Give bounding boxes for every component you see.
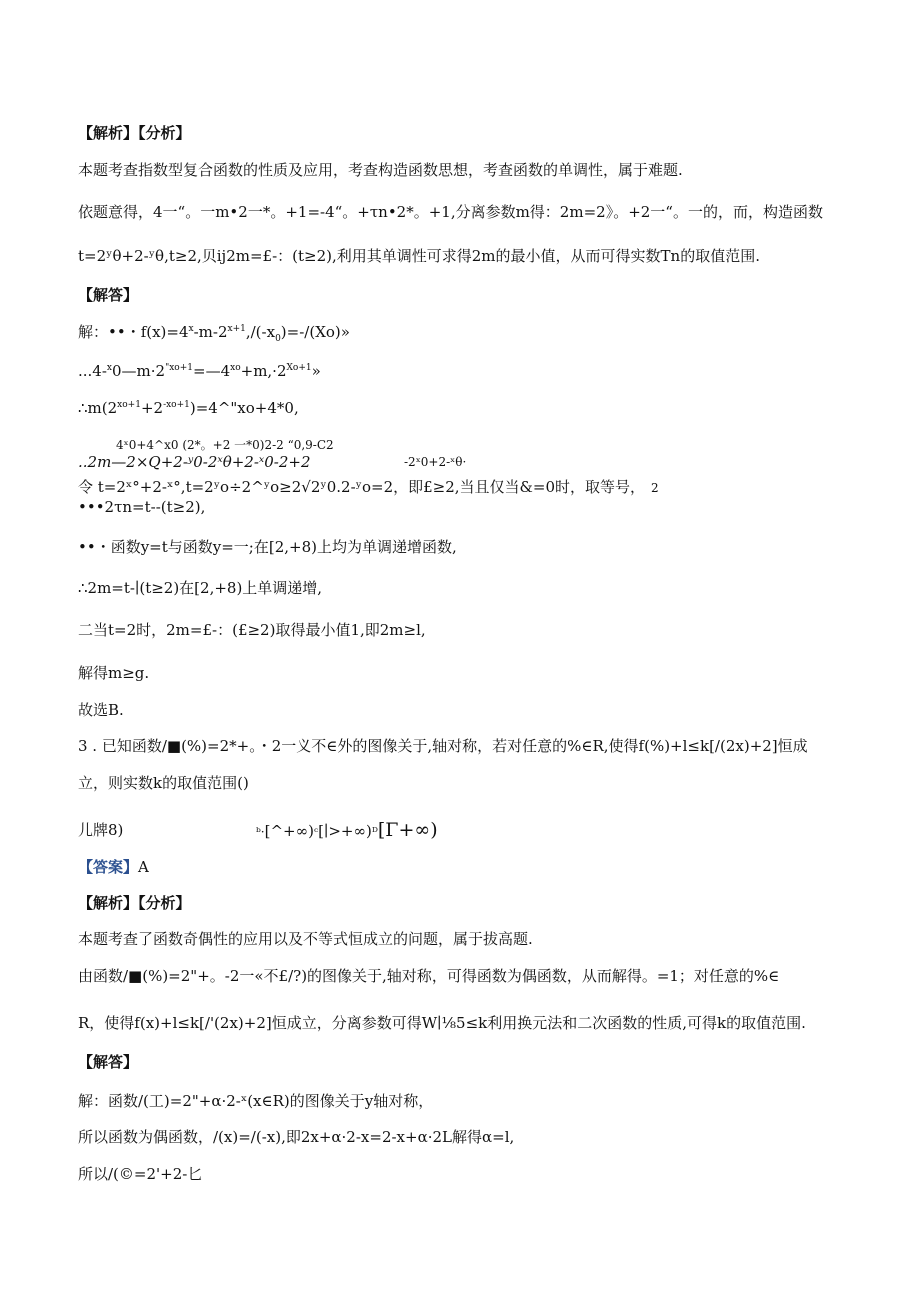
analysis-header: 【解析】【分析】 — [78, 124, 191, 142]
solution-line-1: 解：••・$f(x)=4^x-m-2^{x+1},/(-x_0)=-/(Xo)$» — [78, 323, 350, 344]
analysis-line-2: t=2ʸθ+2-ʸθ,t≥2,贝ij2m=£-：(t≥2),利用其单调性可求得2m的最小值，从而可得实数Tn的取值范围. — [78, 247, 760, 265]
question-3-line-1: 3 . 已知函数/■(%)=2*+。・2一义不∈外的图像关于,轴对称，若对任意的%∈R,使得f(%)+l≤k[/(2x)+2]恒成 — [78, 737, 808, 755]
analysis-2-line-1: 由函数/■(%)=2"+。-2一«不£/?)的图像关于,轴对称，可得函数为偶函数，从而解得。=1；对任意的%∈ — [78, 967, 780, 985]
solution-line-2: $...4-^x0—m\cdot 2^{"xo+1}=—4^{xo}+m,\cdot 2^{Xo+1}$» — [78, 362, 321, 380]
answer-header-2: 【解答】 — [78, 1053, 139, 1071]
option-a: 儿牌8) — [78, 821, 124, 839]
question-3-line-2: 立，则实数k的取值范围() — [78, 774, 249, 792]
analysis-2-line-2: R，使得f(x)+l≤k[/'(2x)+2]恒成立，分离参数可得W∣⅛5≤k利用换元法和二次函数的性质,可得k的取值范围. — [78, 1014, 806, 1032]
analysis-header-2: 【解析】【分析】 — [78, 894, 191, 912]
analysis-line-1: 依题意得，4一“。一m•2一*。+1=-4“。+τn•2*。+1,分离参数m得：2m=2》。+2一“。一的，而，构造函数 — [78, 203, 823, 221]
fraction-right: -2ˣ0+2-ˣθ· — [404, 455, 467, 469]
analysis-intro: 本题考查指数型复合函数的性质及应用，考查构造函数思想，考查函数的单调性，属于难题. — [78, 161, 683, 179]
solution-line-9: 解得m≥g. — [78, 664, 150, 682]
solution-line-6: ••・函数y=t与函数y=一;在[2,+8)上均为单调递增函数, — [78, 538, 457, 556]
options-bcd: ᵇ·[^+∞)ᶜ[∣>+∞)ᴰ[Γ+∞) — [256, 819, 438, 841]
solution-line-8: 二当t=2时，2m=£-：(£≥2)取得最小值1,即2m≥l, — [78, 621, 426, 639]
solution-line-4: 令 t=2ˣ°+2-ˣ°,t=2ʸo÷2^ʸo≥2√2ʸ0.2-ʸo=2，即£≥2,当且仅当&=0时，取等号， 2 — [78, 478, 659, 496]
solution-line-5: •••2τn=t--(t≥2), — [78, 498, 206, 516]
solution-line-7: ∴2m=t-∣(t≥2)在[2,+8)上单调递增, — [78, 579, 323, 597]
solution-line-3: $\therefore m(2^{xo+1}+2^{-xo+1})=4\^{}"xo+4*0$, — [78, 399, 299, 417]
fraction-numerator: 4ˣ0+4^x0 (2*。+2 一*0)2-2 “0,9-C2 — [116, 438, 334, 452]
analysis-intro-2: 本题考查了函数奇偶性的应用以及不等式恒成立的问题，属于拔高题. — [78, 930, 533, 948]
solution-2-line-1: 解：函数/(工)=2"+α·2-ˣ(x∈R)的图像关于y轴对称， — [78, 1092, 434, 1110]
solution-2-line-2: 所以函数为偶函数，/(x)=/(-x),即2x+α·2-x=2-x+α·2L解得α=l, — [78, 1128, 515, 1146]
answer-line: 【答案】A — [78, 858, 149, 876]
solution-line-10: 故选B. — [78, 701, 124, 719]
answer-header: 【解答】 — [78, 286, 139, 304]
solution-2-line-3: 所以/(©=2'+2-匕 — [78, 1165, 203, 1183]
fraction-denominator: ..2m—2×Q+2-ʸ0-2ˣθ+2-ˣ0-2+2 — [78, 453, 311, 471]
